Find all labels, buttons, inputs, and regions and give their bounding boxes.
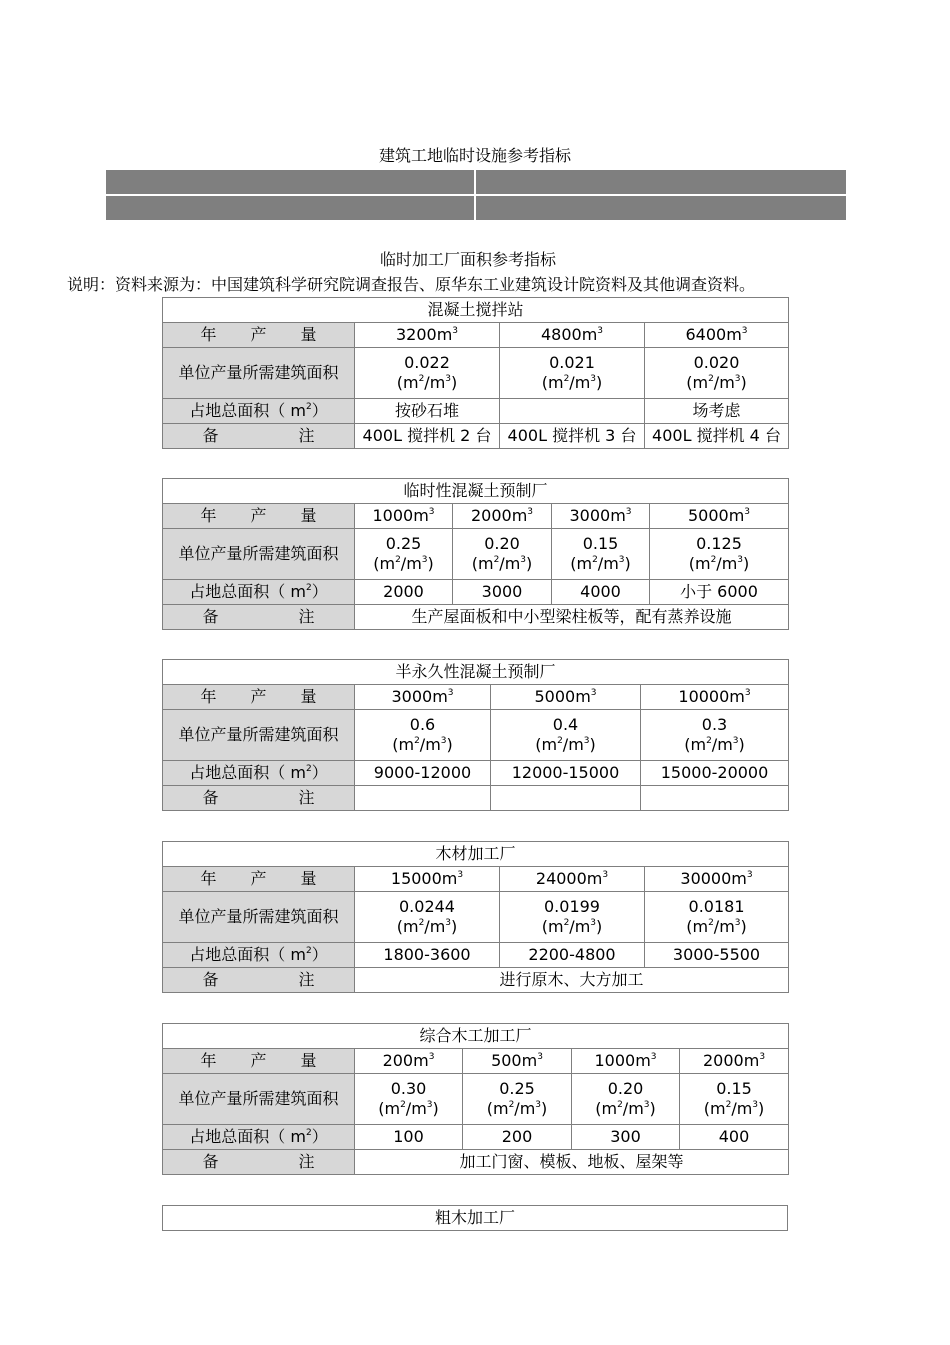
remark-label: 备 注: [163, 424, 355, 449]
total-area-cell: 场考虑: [645, 399, 789, 424]
table-title: 综合木工加工厂: [163, 1024, 789, 1049]
total-area-label: 占地总面积（ $m^2$）: [163, 399, 355, 424]
document-title: 建筑工地临时设施参考指标: [378, 146, 571, 165]
annual-output-label: 年 产 量: [163, 323, 355, 348]
table-concrete-mixing-station: [162, 297, 789, 449]
output-cell: $5000m^3$: [650, 504, 789, 529]
remark-label: 备 注: [163, 786, 355, 811]
total-area-cell: 2200-4800: [500, 943, 645, 968]
table-title: 粗木加工厂: [163, 1206, 788, 1231]
total-area-cell: 小于 6000: [650, 580, 789, 605]
unit-area-cell: 0.3 $(m^2/m^3)$: [641, 710, 789, 761]
table-semi-permanent-precast-plant: [162, 659, 789, 811]
table-comprehensive-woodwork-plant: [162, 1023, 789, 1175]
unit-area-cell: 0.20 $(m^2/m^3)$: [572, 1074, 680, 1125]
output-cell: $3000m^3$: [355, 685, 491, 710]
unit-area-cell: 0.15 $(m^2/m^3)$: [680, 1074, 789, 1125]
output-cell: $200m^3$: [355, 1049, 463, 1074]
remark-cell: 400L 搅拌机 4 台: [645, 424, 789, 449]
remark-cell: 400L 搅拌机 3 台: [500, 424, 645, 449]
remark-cell: 加工门窗、模板、地板、屋架等: [355, 1150, 789, 1175]
unit-area-label: 单位产量所需建筑面积: [163, 1074, 355, 1125]
total-area-cell: 15000-20000: [641, 761, 789, 786]
unit-area-cell: 0.6 $(m^2/m^3)$: [355, 710, 491, 761]
output-cell: $30000m^3$: [645, 867, 789, 892]
total-area-cell: 3000-5500: [645, 943, 789, 968]
output-cell: $5000m^3$: [491, 685, 641, 710]
section-title: 临时加工厂面积参考指标: [379, 250, 556, 269]
gray-header-bar-1: [105, 169, 847, 195]
total-area-label: 占地总面积（ $m^2$）: [163, 761, 355, 786]
total-area-cell: 2000: [355, 580, 453, 605]
unit-area-label: 单位产量所需建筑面积: [163, 710, 355, 761]
remark-label: 备 注: [163, 968, 355, 993]
total-area-cell: 12000-15000: [491, 761, 641, 786]
total-area-label: 占地总面积（ $m^2$）: [163, 1125, 355, 1150]
total-area-label: 占地总面积（ $m^2$）: [163, 580, 355, 605]
total-area-cell: 9000-12000: [355, 761, 491, 786]
annual-output-label: 年 产 量: [163, 867, 355, 892]
remark-cell: 进行原木、大方加工: [355, 968, 789, 993]
annual-output-label: 年 产 量: [163, 685, 355, 710]
unit-area-cell: 0.25 $(m^2/m^3)$: [355, 529, 453, 580]
output-cell: $500m^3$: [463, 1049, 572, 1074]
total-area-cell: 按砂石堆: [355, 399, 500, 424]
unit-area-label: 单位产量所需建筑面积: [163, 348, 355, 399]
output-cell: $1000m^3$: [355, 504, 453, 529]
output-cell: $3200m^3$: [355, 323, 500, 348]
output-cell: $2000m^3$: [453, 504, 552, 529]
table-timber-processing-plant: [162, 841, 789, 993]
unit-area-cell: 0.0244 $(m^2/m^3)$: [355, 892, 500, 943]
remark-cell: [491, 786, 641, 811]
remark-cell: 生产屋面板和中小型梁柱板等，配有蒸养设施: [355, 605, 789, 630]
unit-area-cell: 0.0199 $(m^2/m^3)$: [500, 892, 645, 943]
output-cell: $2000m^3$: [680, 1049, 789, 1074]
total-area-cell: 3000: [453, 580, 552, 605]
total-area-label: 占地总面积（ $m^2$）: [163, 943, 355, 968]
table-title: 木材加工厂: [163, 842, 789, 867]
annual-output-label: 年 产 量: [163, 504, 355, 529]
output-cell: $24000m^3$: [500, 867, 645, 892]
total-area-cell: 4000: [552, 580, 650, 605]
annual-output-label: 年 产 量: [163, 1049, 355, 1074]
remark-cell: [641, 786, 789, 811]
remark-label: 备 注: [163, 1150, 355, 1175]
unit-area-cell: 0.15 $(m^2/m^3)$: [552, 529, 650, 580]
unit-area-cell: 0.30 $(m^2/m^3)$: [355, 1074, 463, 1125]
unit-area-cell: 0.4 $(m^2/m^3)$: [491, 710, 641, 761]
total-area-cell: 100: [355, 1125, 463, 1150]
unit-area-label: 单位产量所需建筑面积: [163, 529, 355, 580]
table-title: 临时性混凝土预制厂: [163, 479, 789, 504]
total-area-cell: 300: [572, 1125, 680, 1150]
unit-area-cell: 0.125 $(m^2/m^3)$: [650, 529, 789, 580]
unit-area-cell: 0.20 $(m^2/m^3)$: [453, 529, 552, 580]
remark-cell: [355, 786, 491, 811]
total-area-cell: 400: [680, 1125, 789, 1150]
total-area-cell: 1800-3600: [355, 943, 500, 968]
total-area-cell: [500, 399, 645, 424]
unit-area-cell: 0.25 $(m^2/m^3)$: [463, 1074, 572, 1125]
output-cell: $4800m^3$: [500, 323, 645, 348]
total-area-cell: 200: [463, 1125, 572, 1150]
output-cell: $6400m^3$: [645, 323, 789, 348]
table-title: 半永久性混凝土预制厂: [163, 660, 789, 685]
remark-label: 备 注: [163, 605, 355, 630]
source-note: 说明：资料来源为：中国建筑科学研究院调查报告、原华东工业建筑设计院资料及其他调查资料。: [67, 275, 756, 294]
output-cell: $1000m^3$: [572, 1049, 680, 1074]
table-title: 混凝土搅拌站: [163, 298, 789, 323]
table-rough-timber-plant: [162, 1205, 788, 1231]
unit-area-cell: 0.020 $(m^2/m^3)$: [645, 348, 789, 399]
unit-area-cell: 0.0181 $(m^2/m^3)$: [645, 892, 789, 943]
unit-area-label: 单位产量所需建筑面积: [163, 892, 355, 943]
remark-cell: 400L 搅拌机 2 台: [355, 424, 500, 449]
unit-area-cell: 0.021 $(m^2/m^3)$: [500, 348, 645, 399]
table-temporary-precast-plant: [162, 478, 789, 630]
output-cell: $3000m^3$: [552, 504, 650, 529]
gray-header-bar-2: [105, 195, 847, 221]
output-cell: $10000m^3$: [641, 685, 789, 710]
unit-area-cell: 0.022 $(m^2/m^3)$: [355, 348, 500, 399]
output-cell: $15000m^3$: [355, 867, 500, 892]
